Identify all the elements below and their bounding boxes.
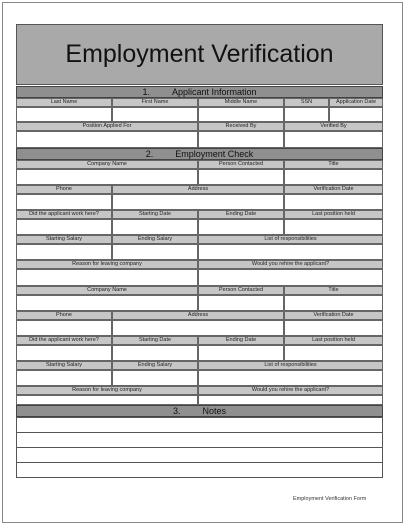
title-bar xyxy=(16,24,383,85)
label-responsibilities: List of responsibilities xyxy=(198,361,383,370)
input-reason-leaving[interactable] xyxy=(16,395,198,405)
label-starting-salary: Starting Salary xyxy=(16,235,112,244)
label-verified-by: Verified By xyxy=(284,122,383,131)
input-did-applicant-work[interactable] xyxy=(16,219,112,235)
input-last-position[interactable] xyxy=(284,345,383,361)
input-responsibilities[interactable] xyxy=(198,370,383,386)
input-application-date[interactable] xyxy=(329,107,383,122)
label-company-name: Company Name xyxy=(16,160,198,169)
input-reason-leaving[interactable] xyxy=(16,269,198,286)
input-rehire[interactable] xyxy=(198,395,383,405)
input-last-name[interactable] xyxy=(16,107,112,122)
label-did-applicant-work: Did the applicant work here? xyxy=(16,210,112,219)
input-verified-by[interactable] xyxy=(284,131,383,148)
label-title: Title xyxy=(284,160,383,169)
section-number: 2. xyxy=(145,149,154,159)
label-middle-name: Middle Name xyxy=(198,98,284,107)
input-ending-date[interactable] xyxy=(198,345,284,361)
label-application-date: Application Date xyxy=(329,98,383,107)
input-company-name[interactable] xyxy=(16,295,198,311)
notes-line xyxy=(16,462,383,463)
label-rehire: Would you rehire the applicant? xyxy=(198,260,383,269)
input-address[interactable] xyxy=(112,320,284,336)
employment-verification-form xyxy=(16,24,383,478)
section-title: Employment Check xyxy=(175,149,254,159)
input-last-position[interactable] xyxy=(284,219,383,235)
label-reason-leaving: Reason for leaving company xyxy=(16,260,198,269)
notes-line xyxy=(16,432,383,433)
label-phone: Phone xyxy=(16,311,112,320)
form-title: Employment Verification xyxy=(65,40,334,68)
label-verification-date: Verification Date xyxy=(284,185,383,194)
notes-line xyxy=(16,447,383,448)
section-number: 1. xyxy=(142,87,150,97)
input-ending-salary[interactable] xyxy=(112,370,198,386)
input-starting-salary[interactable] xyxy=(16,244,112,260)
label-person-contacted: Person Contacted xyxy=(198,286,284,295)
input-did-applicant-work[interactable] xyxy=(16,345,112,361)
label-reason-leaving: Reason for leaving company xyxy=(16,386,198,395)
input-company-name[interactable] xyxy=(16,169,198,185)
input-position-applied[interactable] xyxy=(16,131,198,148)
section-header-notes xyxy=(16,405,383,417)
section-title: Notes xyxy=(202,406,227,416)
label-phone: Phone xyxy=(16,185,112,194)
input-first-name[interactable] xyxy=(112,107,198,122)
label-address: Address xyxy=(112,311,284,320)
label-person-contacted: Person Contacted xyxy=(198,160,284,169)
label-title: Title xyxy=(284,286,383,295)
label-last-position: Last position held xyxy=(284,210,383,219)
input-title[interactable] xyxy=(284,169,383,185)
section-header-applicant xyxy=(16,86,383,98)
input-rehire[interactable] xyxy=(198,269,383,286)
section-header-employment-check xyxy=(16,148,383,160)
label-received-by: Received By xyxy=(198,122,284,131)
input-received-by[interactable] xyxy=(198,131,284,148)
label-last-position: Last position held xyxy=(284,336,383,345)
label-ending-date: Ending Date xyxy=(198,210,284,219)
label-starting-date: Starting Date xyxy=(112,210,198,219)
label-position-applied: Position Applied For xyxy=(16,122,198,131)
input-starting-salary[interactable] xyxy=(16,370,112,386)
input-ssn[interactable] xyxy=(284,107,329,122)
label-starting-date: Starting Date xyxy=(112,336,198,345)
section-number: 3. xyxy=(172,406,181,416)
section-title: Applicant Information xyxy=(171,87,257,97)
label-ending-date: Ending Date xyxy=(198,336,284,345)
label-company-name: Company Name xyxy=(16,286,198,295)
label-last-name: Last Name xyxy=(16,98,112,107)
input-ending-salary[interactable] xyxy=(112,244,198,260)
input-verification-date[interactable] xyxy=(284,320,383,336)
input-title[interactable] xyxy=(284,295,383,311)
input-phone[interactable] xyxy=(16,194,112,210)
label-ending-salary: Ending Salary xyxy=(112,361,198,370)
label-responsibilities: List of responsibilities xyxy=(198,235,383,244)
label-address: Address xyxy=(112,185,284,194)
label-rehire: Would you rehire the applicant? xyxy=(198,386,383,395)
input-verification-date[interactable] xyxy=(284,194,383,210)
label-starting-salary: Starting Salary xyxy=(16,361,112,370)
input-middle-name[interactable] xyxy=(198,107,284,122)
label-ssn: SSN xyxy=(284,98,329,107)
input-starting-date[interactable] xyxy=(112,219,198,235)
input-address[interactable] xyxy=(112,194,284,210)
label-did-applicant-work: Did the applicant work here? xyxy=(16,336,112,345)
input-starting-date[interactable] xyxy=(112,345,198,361)
label-verification-date: Verification Date xyxy=(284,311,383,320)
footer-text: Employment Verification Form xyxy=(293,496,367,502)
label-ending-salary: Ending Salary xyxy=(112,235,198,244)
input-person-contacted[interactable] xyxy=(198,295,284,311)
form-page xyxy=(2,2,403,523)
input-phone[interactable] xyxy=(16,320,112,336)
input-person-contacted[interactable] xyxy=(198,169,284,185)
label-first-name: First Name xyxy=(112,98,198,107)
input-responsibilities[interactable] xyxy=(198,244,383,260)
input-ending-date[interactable] xyxy=(198,219,284,235)
